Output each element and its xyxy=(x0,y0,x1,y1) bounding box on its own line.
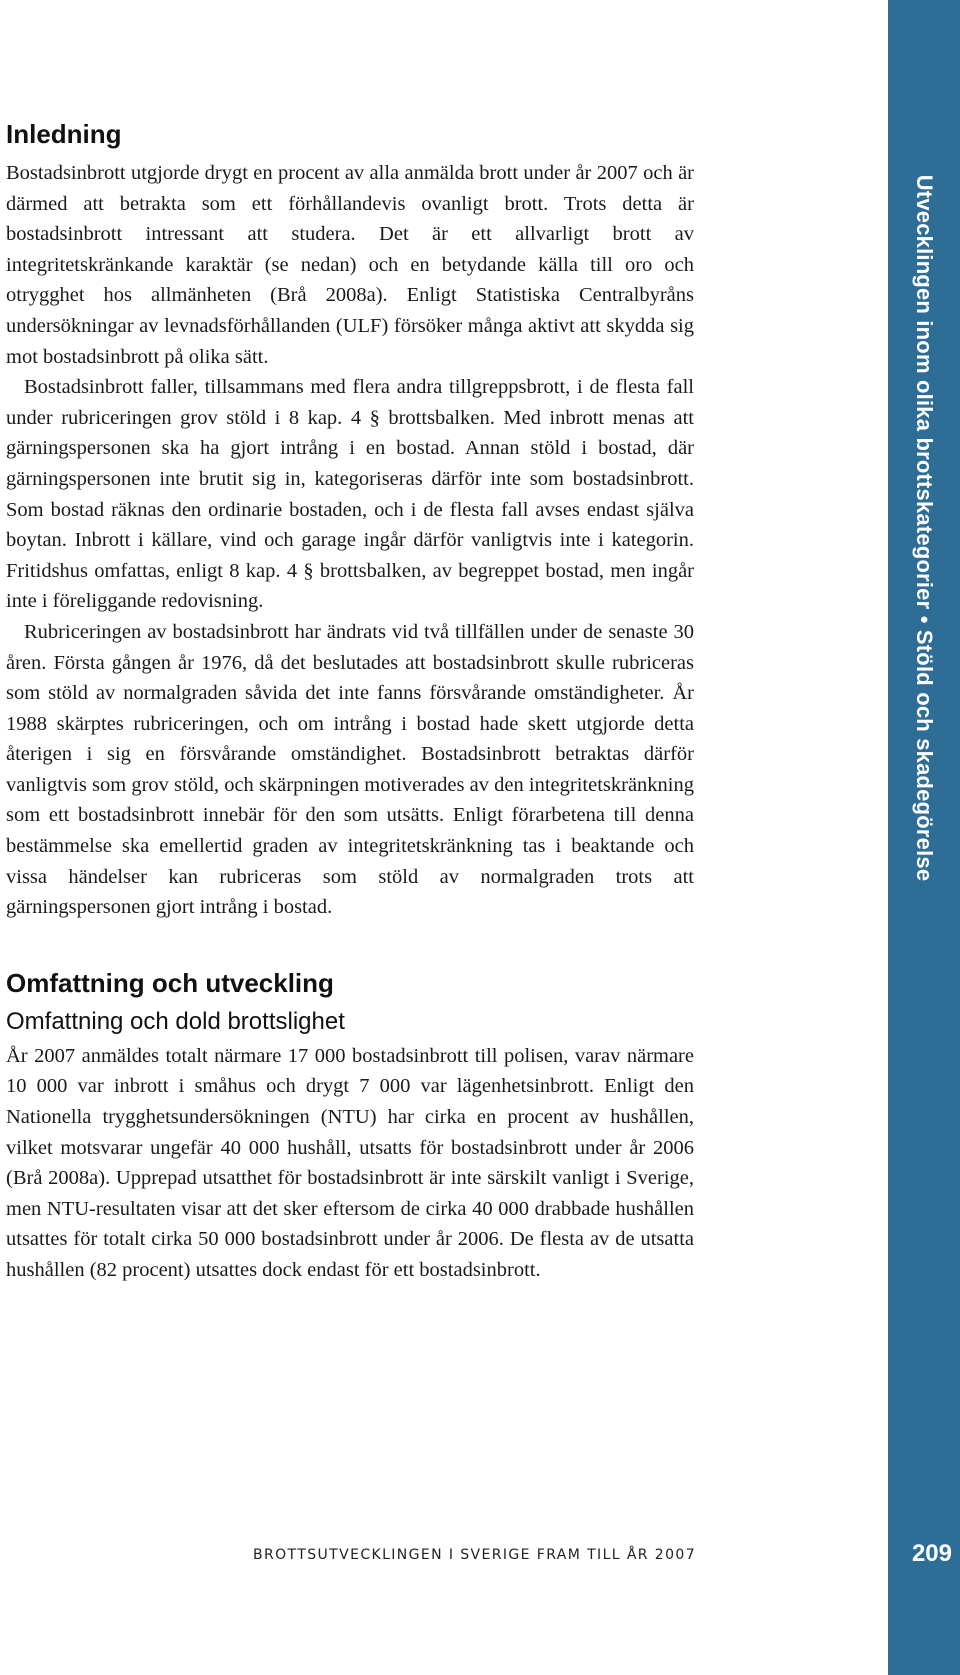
section-heading: Omfattning och utveckling xyxy=(6,967,334,998)
paragraph: År 2007 anmäldes totalt närmare 17 000 bostadsinbrott till polisen, varav närmare 10 000 var inbrott i småhus och drygt 7 000 var lägenhetsinbrott. Enligt den Nationella trygghetsundersökningen (NTU) har cirka en procent av hushållen, vilket motsvarar ungefär 40 000 hushåll, utsatts för bostadsinbrott under år 2006 (Brå 2008a). Upprepad utsatthet för bostadsinbrott är inte särskilt vanligt i Sverige, men NTU-resultaten visar att det sker eftersom de cirka 40 000 drabbade hushållen utsattes för totalt cirka 50 000 bostadsinbrott under år 2006. De flesta av de utsatta hushållen (82 procent) utsattes dock endast för ett bostadsinbrott. xyxy=(6,1044,694,1281)
section-scope xyxy=(6,967,694,1286)
chapter-sidebar xyxy=(888,0,960,1675)
running-footer: BROTTSUTVECKLINGEN I SVERIGE FRAM TILL ÅR 2007 xyxy=(253,1547,697,1563)
paragraph: Bostadsinbrott faller, tillsammans med flera andra tillgreppsbrott, i de flesta fall under rubriceringen grov stöld i 8 kap. 4 § brottsbalken. Med inbrott menas att gärningspersonen ska ha gjort intrång i en bostad. Annan stöld i bostad, där gärningspersonen inte brutit sig in, kategoriseras därför inte som bostadsinbrott. Som bostad räknas den ordinarie bostaden, och i de flesta fall avses endast själva boytan. Inbrott i källare, vind och garage ingår därför vanligtvis inte i kategorin. Fritidshus omfattas, enligt 8 kap. 4 § brottsbalken, av begreppet bostad, men ingår inte i föreliggande redovisning. xyxy=(6,376,694,613)
main-content xyxy=(6,118,694,1286)
paragraph: Rubriceringen av bostadsinbrott har ändrats vid två tillfällen under de senaste 30 åren. Första gången år 1976, då det beslutades att bostadsinbrott skulle rubriceras som stöld av normalgraden såvida det inte fanns försvårande omständigheter. År 1988 skärptes rubriceringen, och om intrång i bostad hade skett utgjorde detta återigen i sig en försvårande omständighet. Bostadsinbrott betraktas därför vanligtvis som grov stöld, och skärpningen motiverades av den integritetskränkning som ett bostadsinbrott innebär för den som utsätts. Enligt förarbetena till denna bestämmelse ska emellertid graden av integritetskränkning tas i beaktande och vissa händelser kan rubriceras som stöld av normalgraden trots att gärningspersonen gjort intrång i bostad. xyxy=(6,620,694,919)
section-heading: Inledning xyxy=(6,119,122,149)
section-subheading: Omfattning och dold brottslighet xyxy=(6,1007,345,1035)
page-number: 209 xyxy=(911,1540,952,1567)
paragraph: Bostadsinbrott utgjorde drygt en procent av alla anmälda brott under år 2007 och är därmed att betrakta som ett förhållandevis ovanligt brott. Trots detta är bostadsinbrott intressant att studera. Det är ett allvarligt brott av integritetskränkande karaktär (se nedan) och en betydande källa till oro och otrygghet hos allmänheten (Brå 2008a). Enligt Statistiska Centralbyråns undersökningar av levnadsförhållanden (ULF) försöker många aktivt att skydda sig mot bostadsinbrott på olika sätt. xyxy=(6,162,694,368)
chapter-title: Utvecklingen inom olika brottskategorier • Stöld och skadegörelse xyxy=(912,174,937,882)
section-intro xyxy=(6,118,694,923)
